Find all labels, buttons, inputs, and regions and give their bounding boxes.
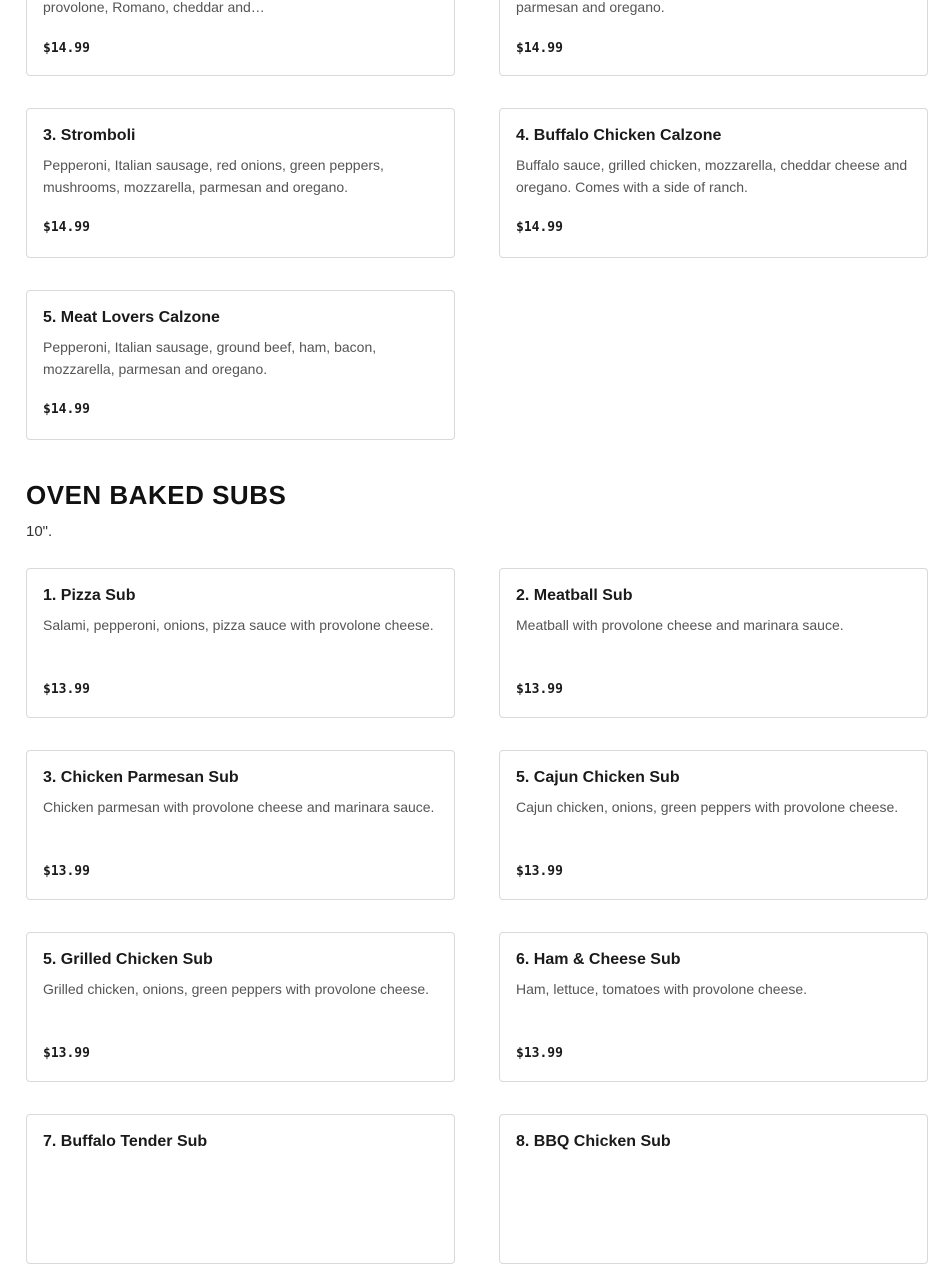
menu-item-card[interactable]: [26, 568, 455, 718]
section-subtitle: 10".: [26, 523, 53, 540]
item-price: $14.99: [43, 220, 90, 235]
item-description: Ham, lettuce, tomatoes with provolone cheese.: [516, 981, 808, 997]
item-description: Salami, pepperoni, onions, pizza sauce with provolone cheese.: [43, 617, 434, 633]
item-name: 3. Stromboli: [43, 127, 136, 144]
menu-item-card[interactable]: [499, 568, 928, 718]
menu-item-card[interactable]: [26, 932, 455, 1082]
item-name: 5. Grilled Chicken Sub: [43, 951, 213, 968]
item-name: 5. Cajun Chicken Sub: [516, 769, 680, 786]
item-description: parmesan and oregano.: [516, 0, 665, 15]
item-description: Buffalo sauce, grilled chicken, mozzarella, cheddar cheese and oregano. Comes with a side of ranch.: [516, 157, 908, 195]
menu-item-card[interactable]: [499, 0, 928, 76]
menu-item-card[interactable]: [26, 750, 455, 900]
item-price: $13.99: [516, 864, 563, 879]
item-price: $14.99: [516, 41, 563, 56]
item-price: $13.99: [516, 1046, 563, 1061]
item-name: 3. Chicken Parmesan Sub: [43, 769, 239, 786]
item-price: $13.99: [43, 864, 90, 879]
item-description: Cajun chicken, onions, green peppers with provolone cheese.: [516, 799, 899, 815]
item-price: $13.99: [43, 1046, 90, 1061]
menu-item-card[interactable]: [26, 290, 455, 440]
item-description: Pepperoni, Italian sausage, ground beef, ham, bacon, mozzarella, parmesan and oregano.: [43, 339, 377, 377]
item-description: Pepperoni, Italian sausage, red onions, green peppers, mushrooms, mozzarella, parmesan and oregano.: [43, 157, 384, 195]
item-description: Chicken parmesan with provolone cheese and marinara sauce.: [43, 799, 435, 815]
item-price: $13.99: [43, 682, 90, 697]
menu-item-card[interactable]: [499, 932, 928, 1082]
item-name: 4. Buffalo Chicken Calzone: [516, 127, 722, 144]
item-description: provolone, Romano, cheddar and…: [43, 0, 265, 15]
menu-item-card[interactable]: [26, 108, 455, 258]
item-description: Meatball with provolone cheese and marinara sauce.: [516, 617, 844, 633]
item-name: 1. Pizza Sub: [43, 587, 136, 604]
menu-item-card[interactable]: [499, 108, 928, 258]
menu-item-card[interactable]: [499, 1114, 928, 1264]
item-price: $14.99: [43, 402, 90, 417]
item-price: $13.99: [516, 682, 563, 697]
menu-item-card[interactable]: [26, 0, 455, 76]
menu-item-card[interactable]: [26, 1114, 455, 1264]
menu-item-card[interactable]: [499, 750, 928, 900]
item-name: 6. Ham & Cheese Sub: [516, 951, 681, 968]
item-price: $14.99: [43, 41, 90, 56]
item-price: $14.99: [516, 220, 563, 235]
item-name: 5. Meat Lovers Calzone: [43, 309, 220, 326]
section-title: OVEN BAKED SUBS: [26, 480, 287, 510]
item-name: 7. Buffalo Tender Sub: [43, 1133, 208, 1150]
item-name: 8. BBQ Chicken Sub: [516, 1133, 671, 1150]
item-name: 2. Meatball Sub: [516, 587, 633, 604]
item-description: Grilled chicken, onions, green peppers with provolone cheese.: [43, 981, 430, 997]
